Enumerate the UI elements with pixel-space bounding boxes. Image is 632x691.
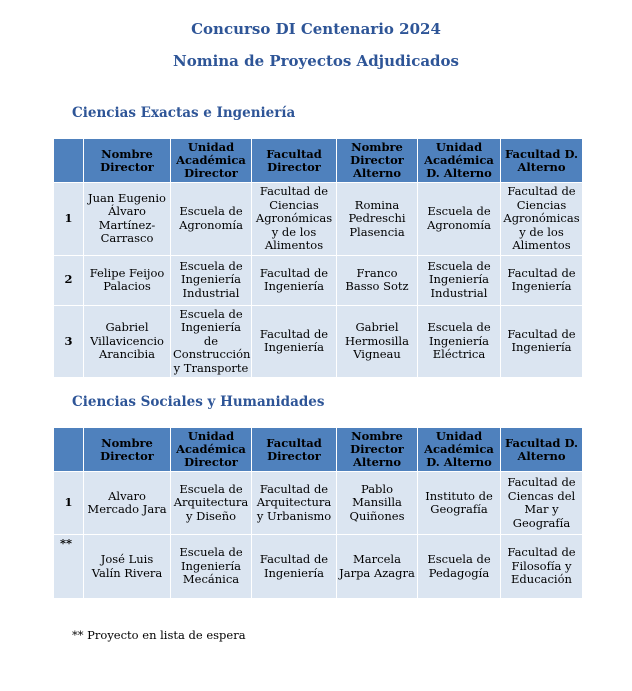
director-name: Alvaro Mercado Jara [84, 472, 171, 535]
header-cell-unit-alt: Unidad Académica D. Alterno [418, 428, 501, 472]
header-cell-number [54, 139, 84, 183]
header-cell-faculty-director: Facultad Director [252, 139, 337, 183]
alt-director-name: Gabriel Hermosilla Vigneau [337, 305, 418, 378]
alt-director-faculty: Facultad de Filosofía y Educación [501, 535, 583, 599]
projects-table-exactas [53, 138, 583, 378]
section-title-sociales: Ciencias Sociales y Humanidades [72, 394, 325, 410]
alt-director-unit: Escuela de Ingeniería Industrial [418, 255, 501, 305]
director-faculty: Facultad de Ingeniería [252, 255, 337, 305]
footnote: ** Proyecto en lista de espera [72, 628, 246, 642]
director-name: Juan Eugenio Álvaro Martínez-Carrasco [84, 183, 171, 256]
alt-director-unit: Instituto de Geografía [418, 472, 501, 535]
alt-director-name: Franco Basso Sotz [337, 255, 418, 305]
director-faculty: Facultad de Ciencias Agronómicas y de los Alimentos [252, 183, 337, 256]
header-cell-director: Nombre Director [84, 139, 171, 183]
director-unit: Escuela de Ingeniería Industrial [171, 255, 252, 305]
row-number: 2 [54, 255, 84, 305]
director-unit: Escuela de Ingeniería de Construcción y Transporte [171, 305, 252, 378]
table-row [54, 255, 583, 305]
director-name: José Luis Valín Rivera [84, 535, 171, 599]
row-number: 1 [54, 472, 84, 535]
director-unit: Escuela de Arquitectura y Diseño [171, 472, 252, 535]
director-name: Gabriel Villavicencio Arancibia [84, 305, 171, 378]
header-cell-director: Nombre Director [84, 428, 171, 472]
table-row [54, 183, 583, 256]
director-faculty: Facultad de Ingeniería [252, 305, 337, 378]
header-cell-faculty-alt: Facultad D. Alterno [501, 428, 583, 472]
alt-director-name: Pablo Mansilla Quiñones [337, 472, 418, 535]
alt-director-faculty: Facultad de Ingeniería [501, 255, 583, 305]
header-cell-faculty-alt: Facultad D. Alterno [501, 139, 583, 183]
header-cell-faculty-director: Facultad Director [252, 428, 337, 472]
section-title-exactas: Ciencias Exactas e Ingeniería [72, 105, 296, 121]
alt-director-unit: Escuela de Agronomía [418, 183, 501, 256]
header-cell-unit-alt: Unidad Académica D. Alterno [418, 139, 501, 183]
header-cell-number [54, 428, 84, 472]
alt-director-faculty: Facultad de Ciencas del Mar y Geografía [501, 472, 583, 535]
director-unit: Escuela de Agronomía [171, 183, 252, 256]
alt-director-name: Romina Pedreschi Plasencia [337, 183, 418, 256]
alt-director-faculty: Facultad de Ciencias Agronómicas y de los Alimentos [501, 183, 583, 256]
alt-director-unit: Escuela de Ingeniería Eléctrica [418, 305, 501, 378]
page-title: Concurso DI Centenario 2024 [191, 20, 441, 38]
alt-director-unit: Escuela de Pedagogía [418, 535, 501, 599]
page-subtitle: Nomina de Proyectos Adjudicados [172, 52, 459, 70]
header-cell-unit-director: Unidad Académica Director [171, 139, 252, 183]
header-cell-alt-director: Nombre Director Alterno [337, 428, 418, 472]
table-row [54, 535, 583, 599]
table-row [54, 472, 583, 535]
table-row [54, 305, 583, 378]
director-unit: Escuela de Ingeniería Mecánica [171, 535, 252, 599]
director-faculty: Facultad de Arquitectura y Urbanismo [252, 472, 337, 535]
projects-table-sociales [53, 427, 583, 599]
header-cell-unit-director: Unidad Académica Director [171, 428, 252, 472]
director-name: Felipe Feijoo Palacios [84, 255, 171, 305]
director-faculty: Facultad de Ingeniería [252, 535, 337, 599]
alt-director-name: Marcela Jarpa Azagra [337, 535, 418, 599]
alt-director-faculty: Facultad de Ingeniería [501, 305, 583, 378]
header-cell-alt-director: Nombre Director Alterno [337, 139, 418, 183]
row-number: 3 [54, 305, 84, 378]
row-number: ** [54, 535, 84, 599]
row-number: 1 [54, 183, 84, 256]
